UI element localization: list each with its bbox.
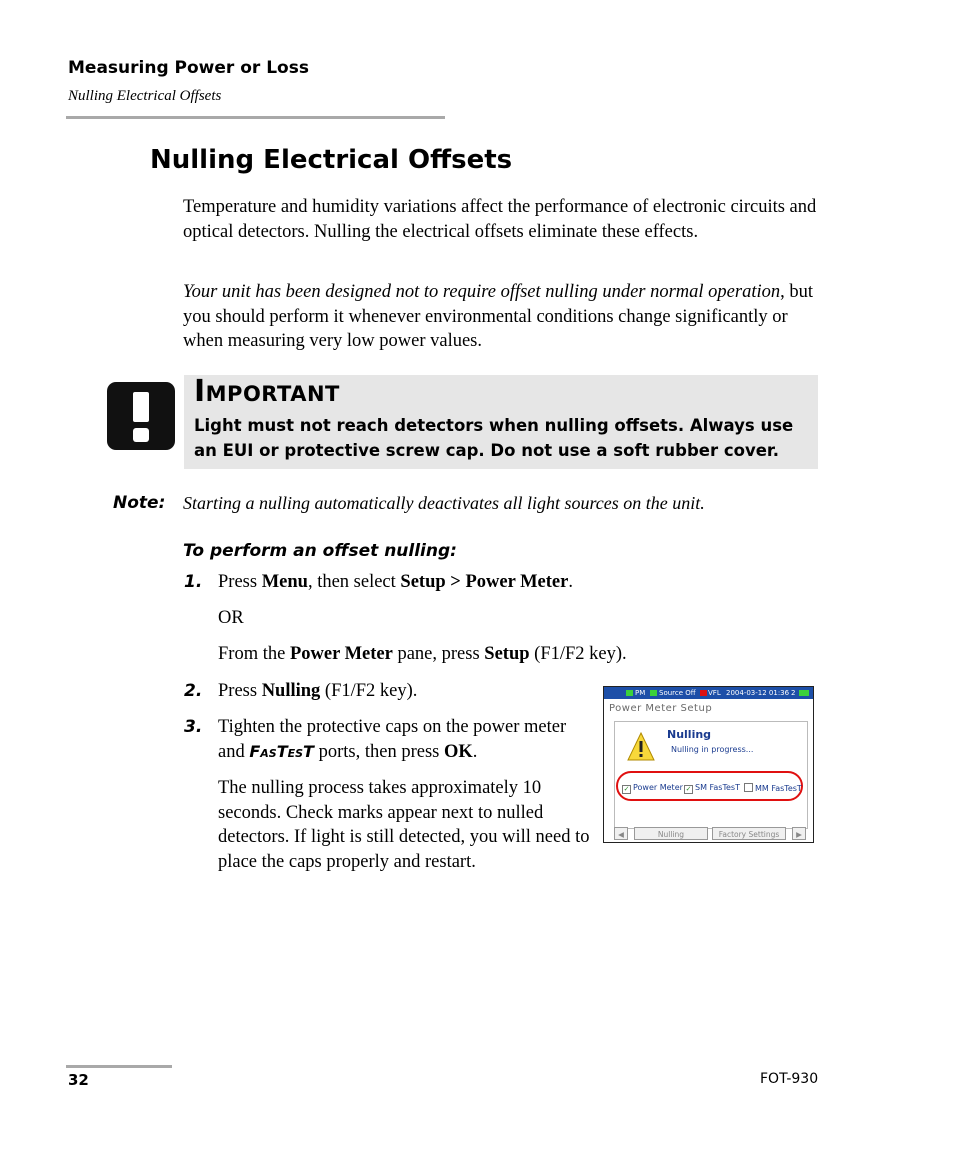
footer-rule (66, 1065, 172, 1068)
header-rule (66, 116, 445, 119)
page-number: 32 (68, 1071, 89, 1089)
factory-settings-button[interactable]: Factory Settings (712, 827, 786, 840)
step-1-or: OR (218, 608, 244, 628)
checkbox-mm-fastest[interactable]: MM FasTesT (744, 783, 802, 793)
screen-title: Power Meter Setup (609, 703, 713, 714)
checkbox-sm-fastest[interactable]: ✓ SM FasTesT (685, 783, 740, 793)
note-text: Starting a nulling automatically deactivates all light sources on the unit. (183, 493, 705, 513)
warning-icon (627, 732, 655, 762)
step-3-detail: The nulling process takes approximately 10 seconds. Check marks appear next to nulled detectors. If light is still detected, you will need to place the caps properly and restart. (218, 778, 590, 872)
step-number: 2. (184, 681, 203, 701)
running-header-subsection: Nulling Electrical Offsets (68, 88, 222, 104)
step-3-text: Tighten the protective caps on the power meter and FasTesT ports, then press OK. (218, 717, 567, 762)
intro-rest: , but you should perform it whenever environmental conditions change significantly or when measuring very low power values. (183, 282, 814, 351)
step-1-alt: From the Power Meter pane, press Setup (F1/F2 key). (218, 644, 627, 664)
step-number: 1. (184, 572, 203, 592)
page-title: Nulling Electrical Offsets (150, 145, 513, 175)
procedure-title: To perform an offset nulling: (183, 541, 457, 561)
status-extra: 2 (791, 689, 796, 697)
status-bar (604, 687, 813, 699)
step-number: 3. (184, 717, 203, 737)
nulling-progress: Nulling in progress... (671, 745, 754, 754)
scroll-right-button[interactable]: ▶ (792, 827, 806, 840)
running-header-section: Measuring Power or Loss (68, 58, 309, 78)
intro-paragraph: Temperature and humidity variations affect the performance of electronic circuits and optical detectors. Nulling the electrical offsets eliminate these effects. (183, 197, 817, 242)
note-label: Note: (113, 493, 166, 513)
intro-italic: Your unit has been designed not to require offset nulling under normal operation (183, 282, 781, 302)
important-title: Important (194, 374, 340, 409)
vfl-status: VFL (708, 689, 721, 697)
intro-paragraph-2 (183, 280, 823, 354)
important-text: Light must not reach detectors when nulling offsets. Always use an EUI or protective screw cap. Do not use a soft rubber cover. (194, 416, 794, 460)
datetime: 2004-03-12 01:36 (726, 689, 790, 697)
scroll-left-button[interactable]: ◀ (614, 827, 628, 840)
nulling-button[interactable]: Nulling (634, 827, 708, 840)
document-id: FOT-930 (760, 1071, 819, 1087)
pm-status: PM (635, 689, 646, 697)
nulling-title: Nulling (667, 728, 712, 741)
source-status: Source Off (659, 689, 696, 697)
device-screenshot (603, 686, 814, 843)
step-2-text: Press Nulling (F1/F2 key). (218, 681, 418, 701)
exclamation-icon (107, 382, 175, 450)
step-1-text: Press Menu, then select Setup > Power Meter. (218, 572, 573, 592)
function-bar (604, 827, 813, 842)
battery-icon (799, 690, 809, 696)
checkbox-power-meter[interactable]: ✓ Power Meter (623, 783, 683, 793)
